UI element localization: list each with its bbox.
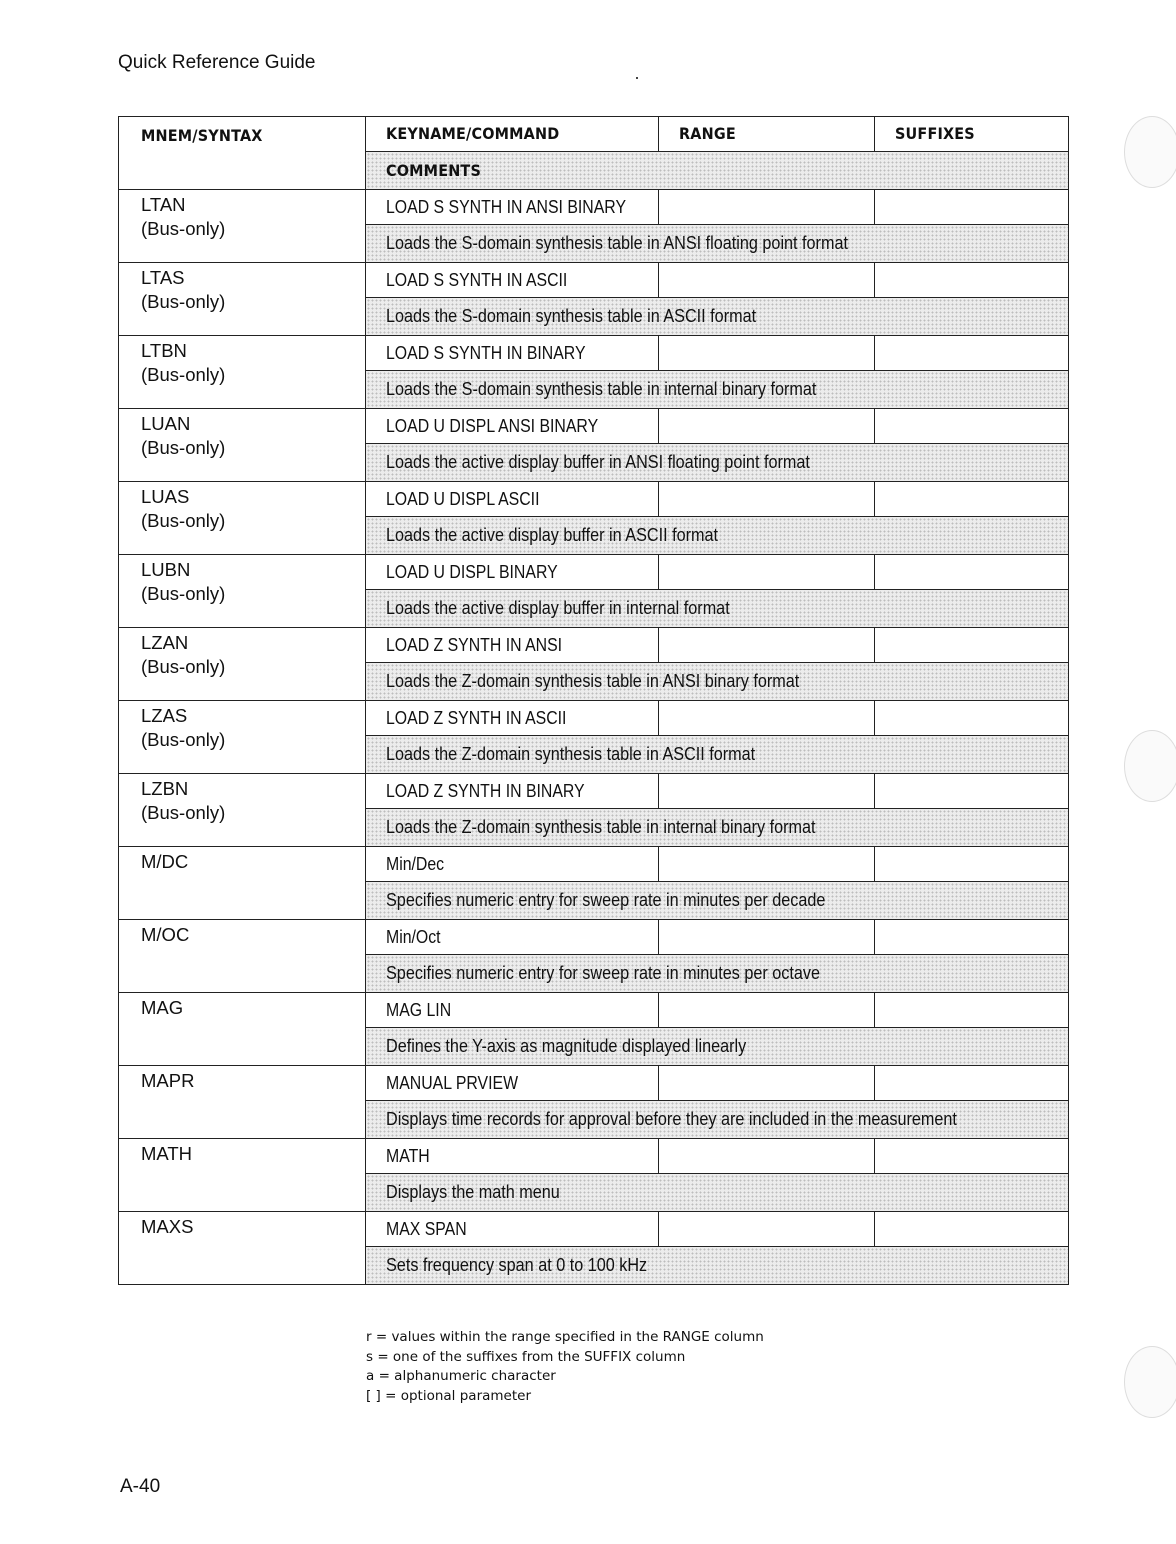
suffixes-cell: [875, 336, 1069, 371]
table-row: [119, 774, 1069, 809]
comment-cell: Specifies numeric entry for sweep rate in minutes per octave: [366, 955, 1069, 993]
comment-cell: Loads the active display buffer in ASCII format: [366, 517, 1069, 555]
column-header-range: RANGE: [659, 117, 875, 152]
column-header-suffixes: SUFFIXES: [875, 117, 1069, 152]
comment-cell: Loads the Z-domain synthesis table in internal binary format: [366, 809, 1069, 847]
table-row: [119, 482, 1069, 517]
suffixes-cell: [875, 1139, 1069, 1174]
mnem-cell: LTAS (Bus-only): [119, 263, 366, 336]
table-row: [119, 701, 1069, 736]
range-cell: [659, 701, 875, 736]
comment-cell: Loads the Z-domain synthesis table in ASCII format: [366, 736, 1069, 774]
mnem-cell: MAG: [119, 993, 366, 1066]
keyname-cell: LOAD S SYNTH IN ASCII: [366, 263, 659, 298]
range-cell: [659, 1139, 875, 1174]
suffixes-cell: [875, 701, 1069, 736]
header-row: [119, 117, 1069, 152]
mnem-cell: LUAN (Bus-only): [119, 409, 366, 482]
range-cell: [659, 409, 875, 444]
range-cell: [659, 555, 875, 590]
comment-cell: Loads the active display buffer in ANSI floating point format: [366, 444, 1069, 482]
comment-cell: Displays time records for approval before they are included in the measurement: [366, 1101, 1069, 1139]
comment-cell: Sets frequency span at 0 to 100 kHz: [366, 1247, 1069, 1285]
legend-item: a = alphanumeric character: [366, 1368, 556, 1384]
keyname-cell: LOAD Z SYNTH IN ANSI: [366, 628, 659, 663]
table-row: [119, 336, 1069, 371]
keyname-cell: MANUAL PRVIEW: [366, 1066, 659, 1101]
range-cell: [659, 920, 875, 955]
comment-cell: Loads the Z-domain synthesis table in ANSI binary format: [366, 663, 1069, 701]
comment-cell: Loads the S-domain synthesis table in ASCII format: [366, 298, 1069, 336]
column-header-keyname: KEYNAME/COMMAND: [366, 117, 659, 152]
page-number: A-40: [120, 1476, 161, 1497]
range-cell: [659, 263, 875, 298]
suffixes-cell: [875, 774, 1069, 809]
suffixes-cell: [875, 847, 1069, 882]
legend: [366, 1328, 764, 1406]
mnem-cell: LZBN (Bus-only): [119, 774, 366, 847]
mnem-cell: LUAS (Bus-only): [119, 482, 366, 555]
suffixes-cell: [875, 190, 1069, 225]
range-cell: [659, 774, 875, 809]
comment-cell: Loads the active display buffer in internal format: [366, 590, 1069, 628]
keyname-cell: Min/Dec: [366, 847, 659, 882]
keyname-cell: MAX SPAN: [366, 1212, 659, 1247]
comment-cell: Loads the S-domain synthesis table in ANSI floating point format: [366, 225, 1069, 263]
range-cell: [659, 336, 875, 371]
keyname-cell: LOAD Z SYNTH IN BINARY: [366, 774, 659, 809]
table-row: [119, 190, 1069, 225]
suffixes-cell: [875, 993, 1069, 1028]
suffixes-cell: [875, 920, 1069, 955]
keyname-cell: LOAD U DISPL ASCII: [366, 482, 659, 517]
range-cell: [659, 847, 875, 882]
mnem-cell: MAXS: [119, 1212, 366, 1285]
suffixes-cell: [875, 1212, 1069, 1247]
mnem-cell: LTAN (Bus-only): [119, 190, 366, 263]
comment-cell: Defines the Y-axis as magnitude displayed linearly: [366, 1028, 1069, 1066]
scan-speck: [636, 77, 638, 79]
keyname-cell: LOAD Z SYNTH IN ASCII: [366, 701, 659, 736]
legend-item: r = values within the range specified in the RANGE column: [366, 1329, 764, 1345]
suffixes-cell: [875, 482, 1069, 517]
legend-item: s = one of the suffixes from the SUFFIX column: [366, 1348, 686, 1365]
range-cell: [659, 1066, 875, 1101]
mnem-cell: M/DC: [119, 847, 366, 920]
keyname-cell: MAG LIN: [366, 993, 659, 1028]
keyname-cell: MATH: [366, 1139, 659, 1174]
column-header-mnem: MNEM/SYNTAX: [119, 117, 366, 190]
mnem-cell: M/OC: [119, 920, 366, 993]
range-cell: [659, 482, 875, 517]
table-row: [119, 1066, 1069, 1101]
comment-cell: Specifies numeric entry for sweep rate in minutes per decade: [366, 882, 1069, 920]
legend-item: [ ] = optional parameter: [366, 1387, 531, 1404]
keyname-cell: LOAD S SYNTH IN BINARY: [366, 336, 659, 371]
suffixes-cell: [875, 409, 1069, 444]
keyname-cell: LOAD U DISPL ANSI BINARY: [366, 409, 659, 444]
punch-hole: [1124, 730, 1176, 802]
suffixes-cell: [875, 263, 1069, 298]
range-cell: [659, 993, 875, 1028]
comment-cell: Loads the S-domain synthesis table in internal binary format: [366, 371, 1069, 409]
suffixes-cell: [875, 555, 1069, 590]
table-row: [119, 555, 1069, 590]
comment-cell: Displays the math menu: [366, 1174, 1069, 1212]
mnem-cell: LTBN (Bus-only): [119, 336, 366, 409]
table-row: [119, 263, 1069, 298]
table-row: [119, 920, 1069, 955]
table-row: [119, 993, 1069, 1028]
mnem-cell: MAPR: [119, 1066, 366, 1139]
table-row: [119, 847, 1069, 882]
range-cell: [659, 628, 875, 663]
range-cell: [659, 1212, 875, 1247]
mnem-cell: LZAN (Bus-only): [119, 628, 366, 701]
table-row: [119, 409, 1069, 444]
table-row: [119, 1212, 1069, 1247]
reference-table: [118, 116, 1069, 1285]
suffixes-cell: [875, 628, 1069, 663]
mnem-cell: LUBN (Bus-only): [119, 555, 366, 628]
keyname-cell: Min/Oct: [366, 920, 659, 955]
range-cell: [659, 190, 875, 225]
table-row: [119, 628, 1069, 663]
mnem-cell: LZAS (Bus-only): [119, 701, 366, 774]
table-row: [119, 1139, 1069, 1174]
page-header: Quick Reference Guide: [118, 52, 316, 73]
suffixes-cell: [875, 1066, 1069, 1101]
keyname-cell: LOAD S SYNTH IN ANSI BINARY: [366, 190, 659, 225]
keyname-cell: LOAD U DISPL BINARY: [366, 555, 659, 590]
punch-hole: [1124, 1346, 1176, 1418]
mnem-cell: MATH: [119, 1139, 366, 1212]
punch-hole: [1124, 116, 1176, 188]
column-header-comments: COMMENTS: [366, 152, 1069, 190]
